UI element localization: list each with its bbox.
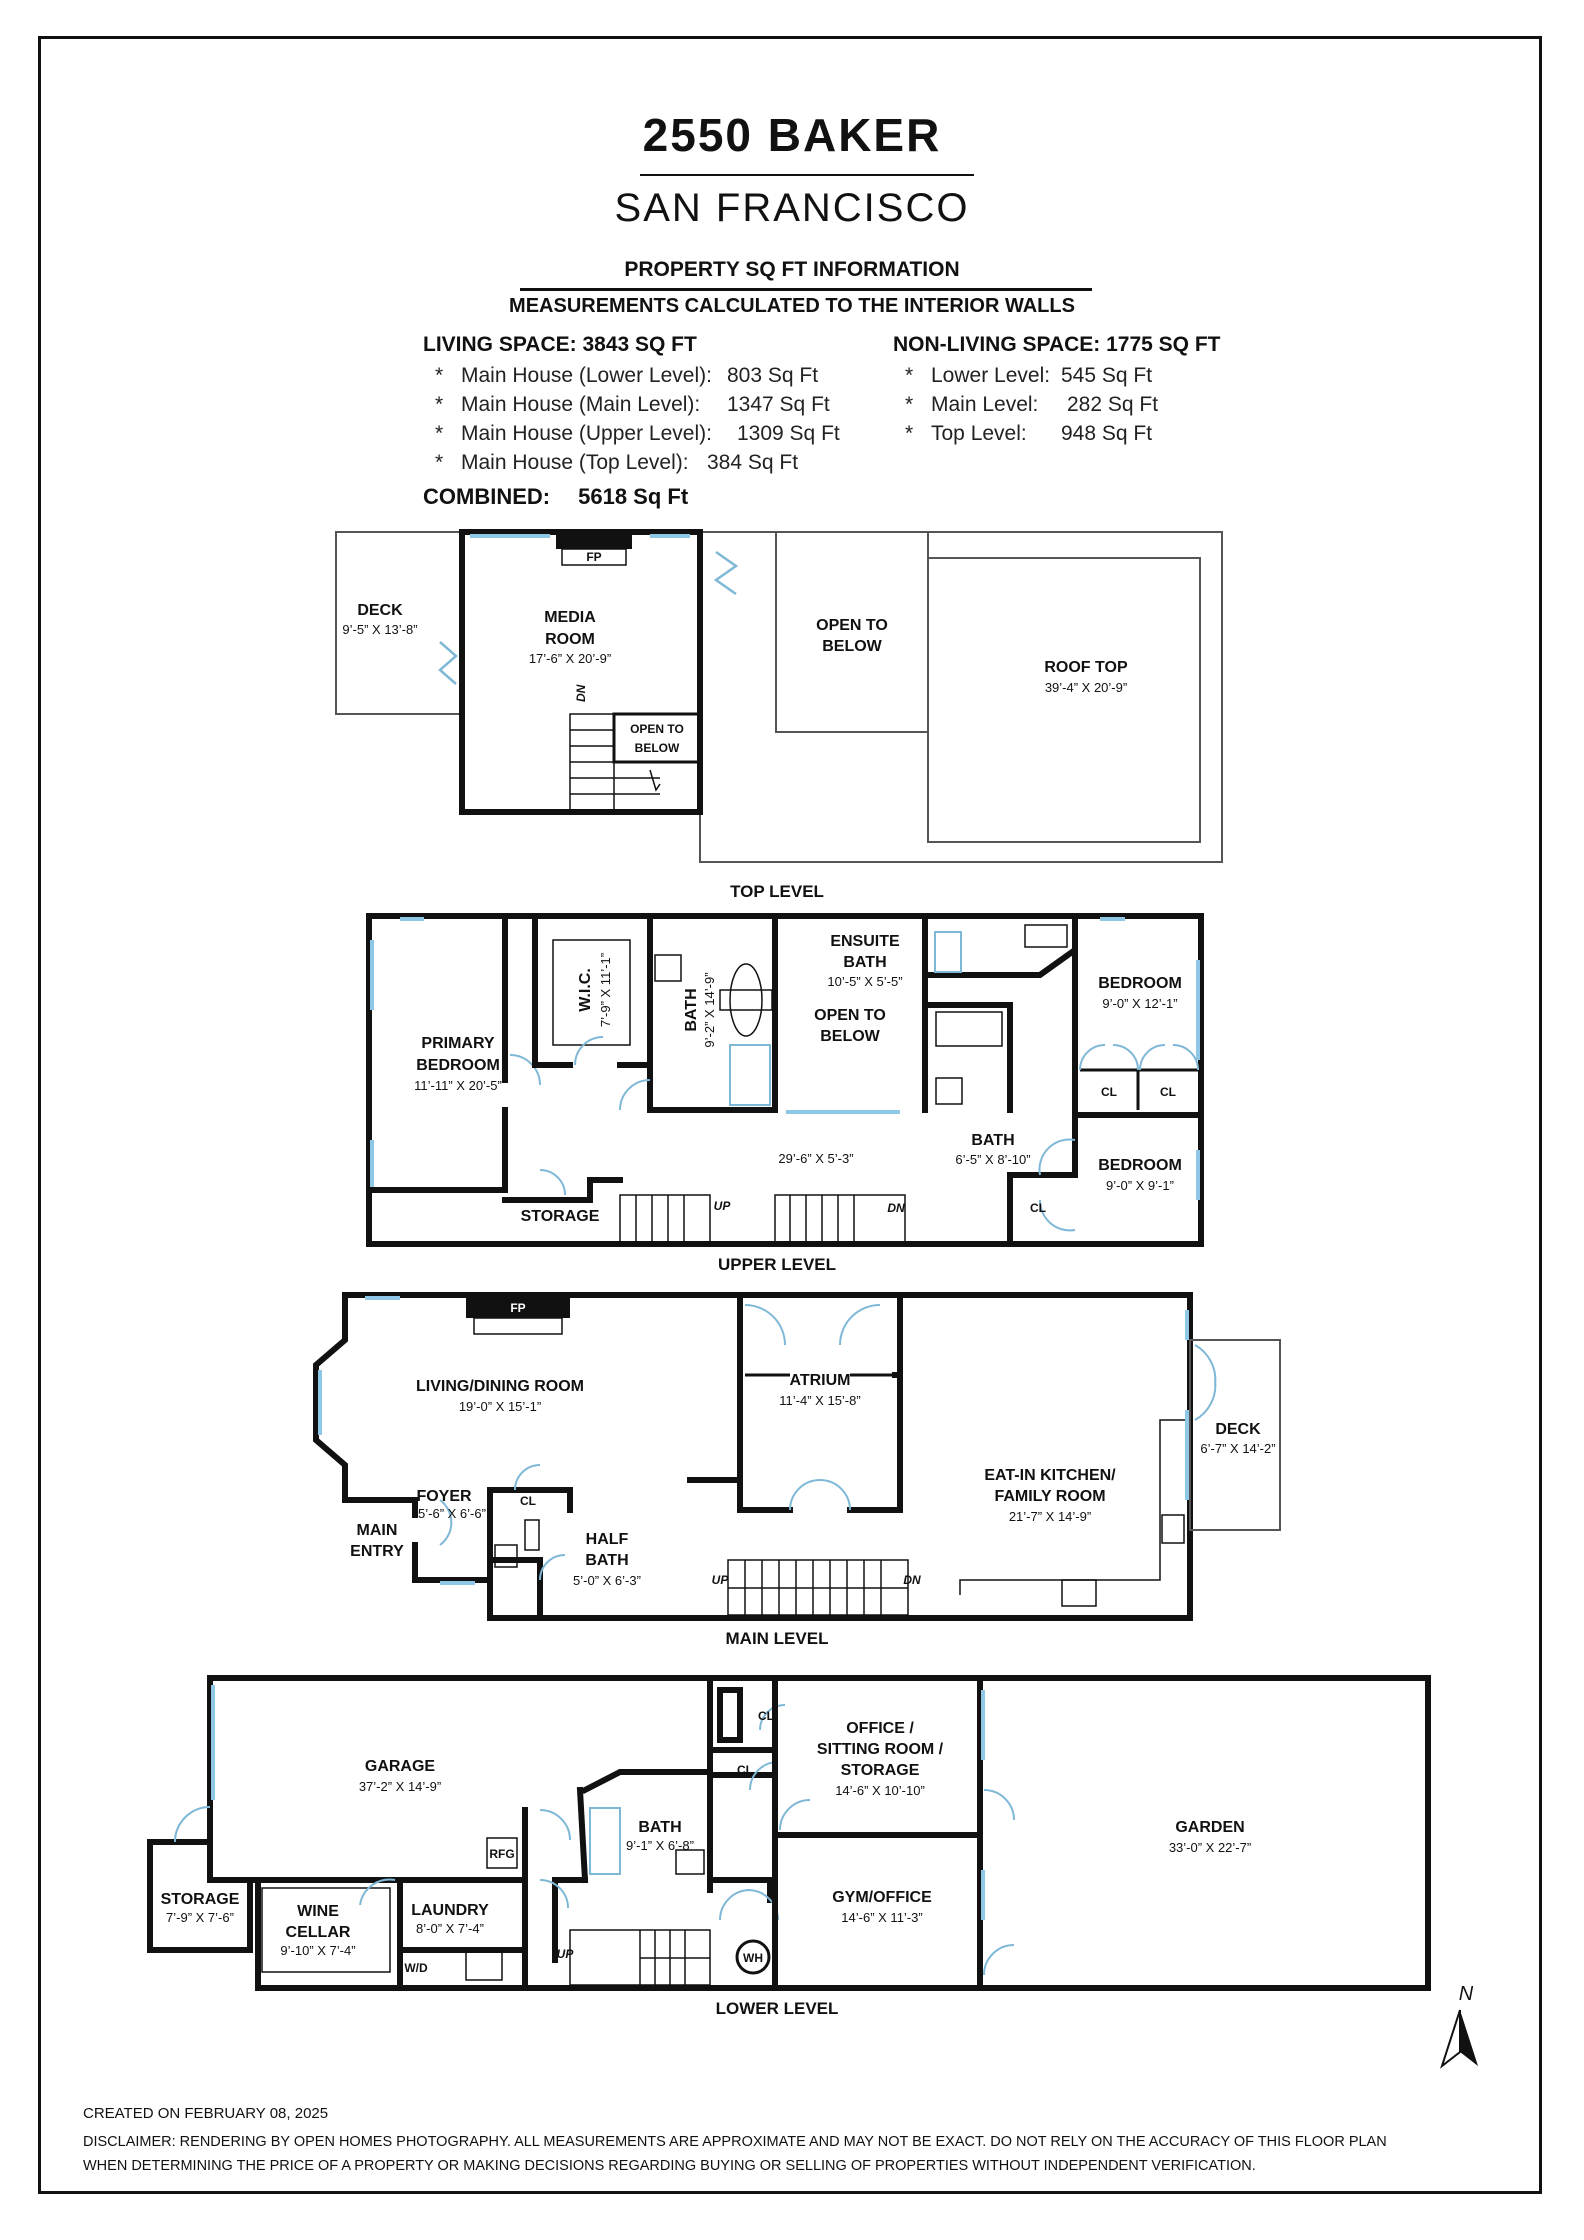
non-living-item: * Top Level: 948 Sq Ft [905,422,1153,445]
upper-level-plan [369,916,1201,1274]
open-to-below-label: OPEN TO [814,1007,886,1024]
page-subtitle: SAN FRANCISCO [614,186,970,230]
stairs [775,1195,905,1244]
page-title: 2550 BAKER [642,109,942,161]
non-living-item: * Main Level: 282 Sq Ft [905,393,1159,416]
deck-label: DECK [1215,1421,1261,1438]
sink-icon [1162,1515,1184,1543]
office-dim: 14’-6” X 10’-10” [835,1783,925,1798]
storage-label: STORAGE [160,1891,240,1908]
living-item: * Main House (Upper Level): 1309 Sq Ft [435,422,840,445]
living-item: * Main House (Lower Level): 803 Sq Ft [435,364,819,387]
main-level-walls [345,1295,1190,1618]
living-space-heading: LIVING SPACE: 3843 SQ FT [423,333,697,356]
north-label: N [1458,1983,1474,2005]
living-dining-dim: 19’-0” X 15’-1” [458,1399,542,1414]
rooftop-outline [700,532,1222,862]
created-date: CREATED ON FEBRUARY 08, 2025 [83,2105,329,2122]
sink-icon [676,1850,704,1874]
combined-label: COMBINED: [423,484,551,509]
media-room-label: ROOM [545,631,595,648]
media-room-walls [462,532,700,812]
kitchen-label: FAMILY ROOM [994,1488,1106,1505]
shower-icon [730,1045,770,1105]
stairs [620,1195,710,1244]
main-entry-label: ENTRY [350,1543,404,1560]
upper-level-label: UPPER LEVEL [717,1255,837,1274]
main-entry-label: MAIN [356,1522,398,1539]
bedroom-label: BEDROOM [1098,975,1182,992]
storage-label: STORAGE [520,1208,600,1225]
fireplace [556,535,632,549]
main-level-label: MAIN LEVEL [725,1629,829,1648]
washer-dryer-label: W/D [404,1961,428,1975]
north-arrow-icon [1442,1983,1478,2066]
ensuite-label: BATH [843,954,887,971]
half-bath-label: HALF [585,1531,629,1548]
wine-cellar-label: WINE [297,1903,339,1920]
bedroom-dim: 9’-0” X 9’-1” [1106,1178,1174,1193]
half-bath-label: BATH [585,1552,629,1569]
non-living-space-heading: NON-LIVING SPACE: 1775 SQ FT [893,333,1221,356]
bathtub-icon [936,1012,1002,1046]
laundry-dim: 8’-0” X 7’-4” [416,1921,484,1936]
primary-bedroom-dim: 11’-11” X 20’-5” [414,1078,502,1093]
open-to-below-label: OPEN TO [630,722,684,736]
fireplace-label: FP [586,550,602,564]
non-living-item: * Lower Level: 545 Sq Ft [905,364,1153,387]
bath-label: BATH [683,988,700,1032]
living-dining-label: LIVING/DINING ROOM [416,1378,584,1395]
lower-level-label: LOWER LEVEL [715,1999,839,2018]
top-level-label: TOP LEVEL [730,882,824,901]
water-heater-label: WH [743,1951,763,1965]
bath-label: BATH [638,1819,682,1836]
bathtub-icon [730,964,762,1036]
office-label: OFFICE / [846,1720,914,1737]
closet-label: CL [1030,1201,1046,1215]
garden-label: GARDEN [1175,1819,1245,1836]
garden-dim: 33’-0” X 22’-7” [1168,1840,1252,1855]
bedroom-label: BEDROOM [1098,1157,1182,1174]
rooftop-label: ROOF TOP [1044,659,1128,676]
living-item: * Main House (Top Level): 384 Sq Ft [435,451,799,474]
closet-label: CL [520,1494,536,1508]
foyer-label: FOYER [416,1488,472,1505]
bedroom-dim: 9’-0” X 12’-1” [1102,996,1178,1011]
open-to-below-label: BELOW [822,638,882,655]
closet-label: CL [737,1763,753,1777]
toilet-icon [525,1520,539,1550]
sink-icon [655,955,681,981]
closet-label: CL [1160,1085,1176,1099]
sink-icon [495,1545,517,1567]
gym-office-label: GYM/OFFICE [832,1889,932,1906]
disclaimer-line: WHEN DETERMINING THE PRICE OF A PROPERTY OR MAKING DECISIONS REGARDING BUYING OR SELLING OF PROPERTIES WITHOUT INDEPENDENT VERIFICATION. [83,2158,1256,2174]
down-label: DN [887,1201,905,1215]
up-label: UP [711,1573,729,1587]
ensuite-dim: 10’-5” X 5’-5” [827,974,903,989]
open-to-below-label: OPEN TO [816,617,888,634]
refrigerator-label: RFG [489,1847,515,1861]
office-label: SITTING ROOM / [816,1741,944,1758]
half-bath-dim: 5’-0” X 6’-3” [573,1573,641,1588]
kitchen-dim: 21’-7” X 14’-9” [1008,1509,1092,1524]
closet-label: CL [1101,1085,1117,1099]
media-room-dim: 17’-6” X 20’-9” [528,651,612,666]
bath-label: BATH [971,1132,1015,1149]
lower-level-plan [150,1678,1428,2018]
combined-value: 5618 Sq Ft [578,484,689,509]
foyer-dim: 5’-6” X 6’-6” [418,1506,486,1521]
up-label: UP [556,1947,574,1961]
living-item: * Main House (Main Level): 1347 Sq Ft [435,393,830,416]
deck-label: DECK [357,602,403,619]
disclaimer-line: DISCLAIMER: RENDERING BY OPEN HOMES PHOTOGRAPHY. ALL MEASUREMENTS ARE APPROXIMATE AND MAY NOT BE EXACT. DO NOT RELY ON THE ACCURACY OF THIS FLOOR PLAN [83,2134,1387,2150]
sliding-door-icon [440,642,456,684]
media-room-label: MEDIA [544,609,596,626]
stove-icon [1062,1580,1096,1606]
office-label: STORAGE [840,1762,920,1779]
deck-dim: 9’-5” X 13’-8” [342,622,418,637]
top-level-plan [336,532,1222,901]
sliding-door-icon [716,552,736,594]
gym-office-dim: 14’-6” X 11’-3” [841,1910,923,1925]
open-to-below-label: BELOW [820,1028,880,1045]
kitchen-label: EAT-IN KITCHEN/ [984,1467,1116,1484]
closet-label: CL [758,1709,774,1723]
primary-bedroom-label: PRIMARY [421,1035,495,1052]
down-label: DN [574,684,588,702]
storage-dim: 7’-9” X 7’-6” [166,1910,234,1925]
garage-label: GARAGE [364,1758,436,1775]
hall-dim: 29’-6” X 5’-3” [778,1151,854,1166]
laundry-label: LAUNDRY [411,1902,489,1919]
up-label: UP [713,1199,731,1213]
bath-dim: 9’-1” X 6’-8” [626,1838,694,1853]
info-heading: PROPERTY SQ FT INFORMATION [624,258,960,281]
bath-dim: 9’-2” X 14’-9” [702,972,717,1048]
ensuite-label: ENSUITE [830,933,900,950]
atrium-dim: 11’-4” X 15’-8” [779,1393,861,1408]
open-to-below-label: BELOW [634,741,680,755]
primary-bedroom-label: BEDROOM [416,1057,500,1074]
wic-dim: 7’-9” X 11’-1” [598,952,613,1028]
sink-icon [1025,925,1067,947]
deck-dim: 6’-7” X 14’-2” [1200,1441,1276,1456]
wine-cellar-label: CELLAR [285,1924,351,1941]
bath-dim: 6’-5” X 8’-10” [955,1152,1031,1167]
down-label: DN [903,1573,921,1587]
atrium-label: ATRIUM [789,1372,851,1389]
info-subheading: MEASUREMENTS CALCULATED TO THE INTERIOR WALLS [509,295,1075,317]
sink-icon [466,1952,502,1980]
main-level-plan [316,1295,1280,1648]
rooftop-dim: 39’-4” X 20’-9” [1044,680,1128,695]
wic-label: W.I.C. [577,968,594,1012]
fireplace-label: FP [510,1301,526,1315]
garage-dim: 37’-2” X 14’-9” [358,1779,442,1794]
wine-cellar-dim: 9’-10” X 7’-4” [280,1943,356,1958]
door [575,1037,603,1065]
shower-icon [590,1808,620,1874]
